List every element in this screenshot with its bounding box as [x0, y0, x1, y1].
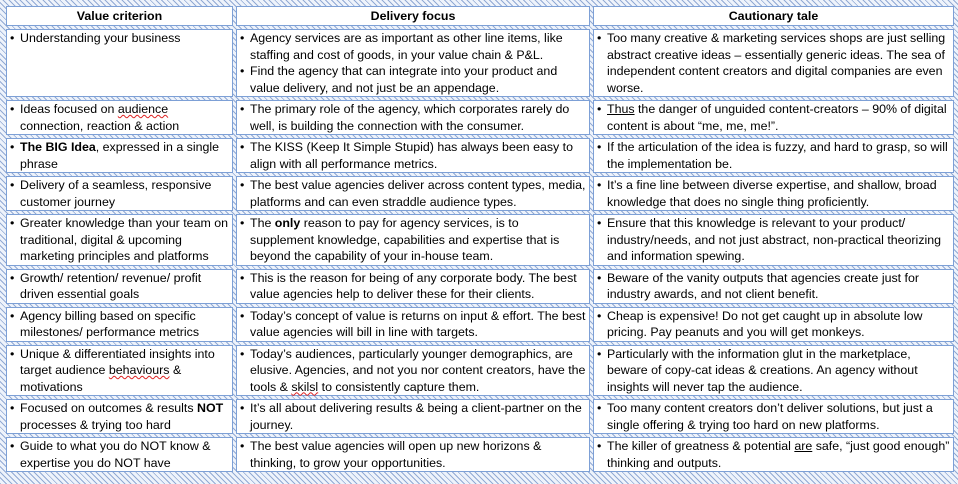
bullet-item — [596, 438, 950, 471]
text-segment: Find the agency that can integrate into your product and value delivery, and not just be an appendage. — [250, 64, 558, 95]
text-segment: Focused on outcomes & results — [20, 401, 197, 415]
bullet-list — [596, 400, 950, 433]
text-segment: , expressed in a single phrase — [20, 140, 220, 171]
text-segment: Guide to what you do NOT know & expertise you do NOT have — [20, 439, 211, 470]
text-segment: Understanding your business — [20, 31, 181, 45]
table-row — [6, 269, 954, 304]
cell-delivery-focus — [236, 437, 590, 472]
text-segment: The primary role of the agency, which corporates rarely do well, is building the connection with the consumer. — [250, 102, 570, 133]
bullet-item — [239, 139, 586, 172]
bullet-list — [239, 400, 586, 433]
cell-value-criterion — [6, 399, 233, 434]
text-segment: audience — [117, 102, 169, 116]
cell-value-criterion — [6, 176, 233, 211]
text-segment: The BIG Idea — [20, 140, 96, 154]
bullet-item — [239, 346, 586, 396]
cell-delivery-focus — [236, 100, 590, 135]
text-segment: Ideas focused on — [20, 102, 118, 116]
bullet-list — [596, 30, 950, 96]
bullet-list — [239, 346, 586, 396]
text-segment: Today’s audiences, particularly younger demographics, are elusive. Agencies, and not you nor content creators, have the tools & — [250, 346, 586, 394]
text-segment: NOT — [197, 401, 224, 415]
cell-cautionary-tale — [593, 100, 954, 135]
bullet-list — [9, 400, 229, 433]
table-row — [6, 437, 954, 472]
text-segment: If the articulation of the idea is fuzzy, and hard to grasp, so will the implementation be. — [607, 140, 948, 171]
text-segment: Particularly with the information glut in the marketplace, beware of copy-cat ideas & creations. An agency without insights will never tap the audience. — [607, 346, 918, 394]
cell-value-criterion — [6, 29, 233, 97]
text-segment: Too many creative & marketing services shops are just selling abstract creative ideas – essentially generic ideas. The sea of independent content creators and digital companies are even worse. — [607, 31, 946, 95]
bullet-list — [596, 438, 950, 471]
bullet-item — [239, 400, 586, 433]
bullet-item — [239, 177, 586, 210]
table-row — [6, 345, 954, 397]
cell-delivery-focus — [236, 214, 590, 266]
bullet-item — [596, 30, 950, 96]
cell-value-criterion — [6, 345, 233, 397]
text-segment: connection, reaction & action — [20, 118, 180, 133]
cell-delivery-focus — [236, 269, 590, 304]
header-delivery-focus: Delivery focus — [236, 6, 590, 26]
bullet-item — [596, 308, 950, 341]
cell-cautionary-tale — [593, 307, 954, 342]
text-segment: Beware of the vanity outputs that agencies create just for industry awards, and not client benefit. — [607, 270, 920, 301]
bullet-list — [596, 215, 950, 265]
text-segment: behaviours — [108, 363, 170, 377]
bullet-item — [596, 215, 950, 265]
text-segment: Cheap is expensive! Do not get caught up in absolute low pricing. Pay peanuts and you will get monkeys. — [607, 308, 923, 339]
text-segment: to consistently capture them. — [318, 379, 480, 394]
bullet-list — [239, 215, 586, 265]
bullet-item — [9, 346, 229, 396]
cell-value-criterion — [6, 269, 233, 304]
text-segment: Delivery of a seamless, responsive customer journey — [20, 178, 212, 209]
cell-cautionary-tale — [593, 176, 954, 211]
header-row — [6, 6, 954, 26]
bullet-list — [9, 438, 229, 471]
bullet-list — [239, 101, 586, 134]
text-segment: safe, “just good enough” thinking and outputs. — [607, 439, 950, 470]
cell-delivery-focus — [236, 29, 590, 97]
table-row — [6, 29, 954, 97]
cell-value-criterion — [6, 437, 233, 472]
table-row — [6, 138, 954, 173]
bullet-list — [239, 139, 586, 172]
text-segment: Growth/ retention/ revenue/ profit driven essential goals — [20, 270, 202, 301]
text-segment: Unique & differentiated insights into target audience — [20, 346, 215, 377]
text-segment: Agency services are as important as other line items, like staffing and cost of goods, in your value chain & P&L. — [250, 31, 563, 62]
text-segment: are — [794, 439, 813, 453]
cell-value-criterion — [6, 214, 233, 266]
bullet-list — [9, 139, 229, 172]
cell-delivery-focus — [236, 138, 590, 173]
cell-delivery-focus — [236, 345, 590, 397]
cell-cautionary-tale — [593, 138, 954, 173]
table-row — [6, 176, 954, 211]
cell-cautionary-tale — [593, 29, 954, 97]
bullet-list — [239, 177, 586, 210]
text-segment: It’s a fine line between diverse expertise, and shallow, broad knowledge that does no single thing proficiently. — [607, 178, 937, 209]
text-segment: Too many content creators don’t deliver solutions, but just a single offering & trying too hard on new platforms. — [607, 401, 933, 432]
cell-cautionary-tale — [593, 437, 954, 472]
text-segment: Thus — [607, 102, 635, 116]
bullet-item — [239, 30, 586, 63]
bullet-item — [239, 215, 586, 265]
table-row — [6, 100, 954, 135]
table-row — [6, 307, 954, 342]
text-segment: Greater knowledge than your team on traditional, digital & upcoming marketing principles and platforms — [20, 216, 229, 263]
bullet-item — [239, 63, 586, 96]
cell-delivery-focus — [236, 176, 590, 211]
cell-delivery-focus — [236, 399, 590, 434]
cell-cautionary-tale — [593, 269, 954, 304]
header-cautionary-tale: Cautionary tale — [593, 6, 954, 26]
text-segment: The killer of greatness & potential — [607, 439, 795, 453]
bullet-item — [239, 308, 586, 341]
bullet-item — [239, 438, 586, 471]
cell-cautionary-tale — [593, 399, 954, 434]
bullet-item — [9, 177, 229, 210]
bullet-list — [9, 215, 229, 265]
text-segment: processes & trying too hard — [20, 417, 171, 432]
text-segment: Ensure that this knowledge is relevant to your product/ industry/needs, and not just abstract, non-practical theorizing and information spewing. — [607, 216, 942, 263]
value-criteria-table — [3, 3, 957, 475]
text-segment: The KISS (Keep It Simple Stupid) has always been easy to align with all performance metrics. — [250, 140, 574, 171]
cell-delivery-focus — [236, 307, 590, 342]
bullet-item — [9, 270, 229, 303]
bullet-list — [596, 139, 950, 172]
text-segment: The best value agencies deliver across content types, media, platforms and can even straddle audience types. — [250, 178, 586, 209]
text-segment: The best value agencies will open up new horizons & thinking, to grow your opportunities. — [250, 439, 542, 470]
cell-value-criterion — [6, 307, 233, 342]
bullet-item — [9, 215, 229, 265]
text-segment: This is the reason for being of any corporate body. The best value agencies help to deliver these for their clients. — [250, 270, 577, 301]
text-segment: Today’s concept of value is returns on input & effort. The best value agencies will bill in line with targets. — [250, 308, 586, 339]
text-segment: the danger of unguided content-creators – 90% of digital content is about “me, me, me!”. — [607, 102, 947, 133]
bullet-item — [9, 400, 229, 433]
cell-value-criterion — [6, 138, 233, 173]
bullet-list — [9, 346, 229, 396]
bullet-list — [239, 308, 586, 341]
bullet-list — [239, 438, 586, 471]
text-segment: Agency billing based on specific milestones/ performance metrics — [20, 308, 200, 339]
bullet-list — [9, 270, 229, 303]
bullet-item — [596, 400, 950, 433]
text-segment: It’s all about delivering results & being a client-partner on the journey. — [250, 401, 582, 432]
header-value-criterion: Value criterion — [6, 6, 233, 26]
text-segment: only — [274, 216, 301, 230]
bullet-item — [239, 270, 586, 303]
cell-cautionary-tale — [593, 345, 954, 397]
bullet-item — [9, 101, 229, 134]
text-segment: The — [250, 216, 275, 230]
bullet-item — [239, 101, 586, 134]
bullet-item — [596, 270, 950, 303]
bullet-list — [239, 270, 586, 303]
bullet-item — [596, 101, 950, 134]
bullet-item — [9, 139, 229, 172]
table-row — [6, 399, 954, 434]
bullet-item — [9, 308, 229, 341]
bullet-list — [596, 270, 950, 303]
bullet-item — [9, 438, 229, 471]
bullet-item — [596, 346, 950, 396]
bullet-item — [596, 177, 950, 210]
cell-cautionary-tale — [593, 214, 954, 266]
text-segment: reason to pay for agency services, is to supplement knowledge, capabilities and expertise that is beyond the capability of your in-house team. — [250, 216, 560, 263]
bullet-list — [596, 177, 950, 210]
table-row — [6, 214, 954, 266]
bullet-list — [239, 30, 586, 96]
bullet-item — [9, 30, 229, 47]
bullet-list — [596, 101, 950, 134]
bullet-list — [9, 30, 229, 47]
bullet-list — [9, 101, 229, 134]
text-segment: skilsl — [291, 379, 319, 394]
bullet-list — [596, 308, 950, 341]
bullet-list — [596, 346, 950, 396]
cell-value-criterion — [6, 100, 233, 135]
bullet-list — [9, 177, 229, 210]
bullet-item — [596, 139, 950, 172]
bullet-list — [9, 308, 229, 341]
text-segment: & motivations — [20, 363, 182, 394]
